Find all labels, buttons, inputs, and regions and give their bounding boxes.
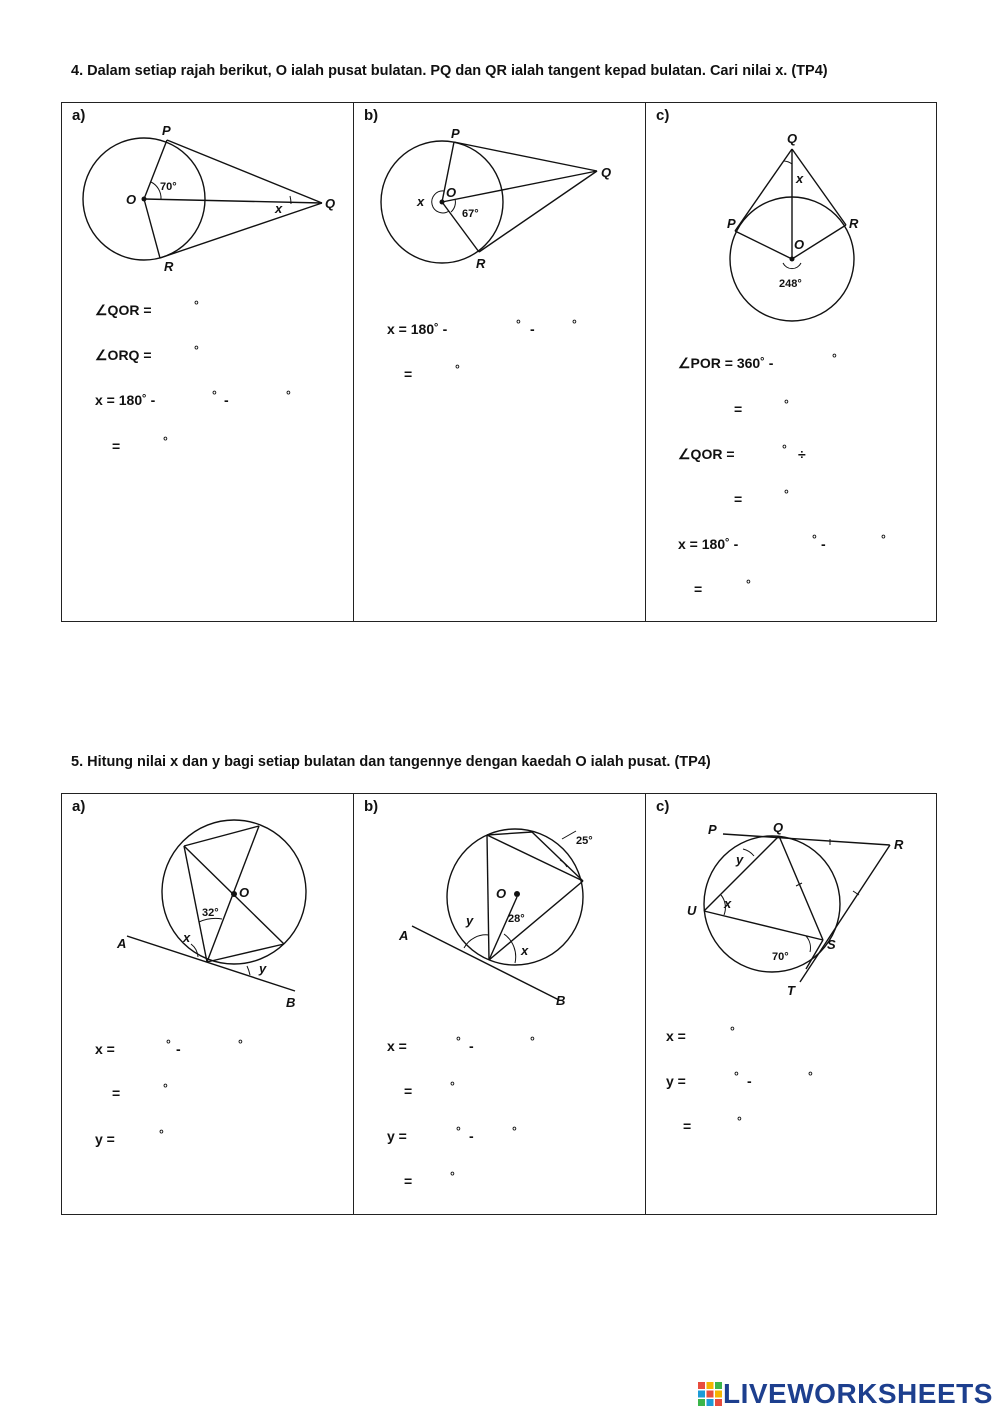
q4c-label: c) [656, 107, 670, 124]
q5a-point-o: O [239, 885, 250, 900]
q4b-deg-1: ° [516, 317, 521, 331]
q4c-x-label: x [796, 171, 804, 186]
q4a-cell [62, 103, 354, 621]
liveworksheets-logo [697, 1378, 993, 1410]
q4b-angle-label: 67° [462, 208, 479, 220]
q5a-deg-4: ° [159, 1127, 164, 1141]
q5b-figure [354, 794, 646, 1014]
q4b-figure [354, 103, 646, 283]
q4a-line-4: = [112, 438, 121, 454]
q5c-deg-3: ° [808, 1069, 813, 1083]
q5b-point-o: O [496, 886, 507, 901]
q5c-deg-1: ° [730, 1024, 735, 1038]
q4b-point-r: R [476, 256, 486, 271]
q5c-point-s: S [827, 937, 836, 952]
q4a-deg-4: ° [286, 388, 291, 402]
q5b-line-2: = [404, 1083, 413, 1099]
q5c-angle-label: 70° [772, 951, 789, 963]
q5a-x-label: x [183, 930, 191, 945]
q4c-figure [646, 103, 936, 303]
q5a-deg-3: ° [163, 1081, 168, 1095]
q4a-line-1: ∠QOR = [95, 302, 152, 318]
q4c-point-q: Q [787, 131, 798, 146]
q4b-minus: - [530, 321, 535, 337]
q5c-minus: - [747, 1073, 752, 1089]
q5c-point-p: P [708, 822, 717, 837]
q4c-deg-6: ° [881, 532, 886, 546]
q4a-point-r: R [164, 259, 174, 274]
q4c-minus: - [821, 536, 826, 552]
q4c-divide: ÷ [798, 446, 806, 462]
q5c-line-1: x = [666, 1028, 686, 1044]
q5c-figure [646, 794, 936, 1014]
q4c-line-4: = [734, 491, 743, 507]
q4a-line-2: ∠ORQ = [95, 347, 152, 363]
q5b-deg-6: ° [450, 1169, 455, 1183]
q4b-point-p: P [451, 126, 460, 141]
q4b-point-q: Q [601, 165, 612, 180]
q4c-point-p: P [727, 216, 736, 231]
q5b-y-label: y [466, 913, 474, 928]
q4a-figure [62, 103, 354, 283]
q4a-point-q: Q [325, 196, 336, 211]
q5a-line-1: x = [95, 1041, 115, 1057]
q4a-deg-2: ° [194, 343, 199, 357]
q4c-line-6: = [694, 581, 703, 597]
q4c-deg-7: ° [746, 577, 751, 591]
liveworksheets-icon [697, 1381, 723, 1407]
q5c-x-label: x [724, 896, 732, 911]
q4c-line-5: x = 180˚ - [678, 536, 739, 552]
q5c-point-u: U [687, 903, 697, 918]
q5a-minus: - [176, 1041, 181, 1057]
q4a-line-3: x = 180˚ - [95, 392, 156, 408]
q5b-deg-1: ° [456, 1034, 461, 1048]
q5b-deg-5: ° [512, 1124, 517, 1138]
q4c-point-r: R [849, 216, 859, 231]
q5-grid [61, 793, 937, 1215]
q5b-line-1: x = [387, 1038, 407, 1054]
q4b-label: b) [364, 107, 379, 124]
q5c-deg-2: ° [734, 1069, 739, 1083]
q5b-line-3: y = [387, 1128, 407, 1144]
q4c-line-3: ∠QOR = [678, 446, 735, 462]
q5b-deg-4: ° [456, 1124, 461, 1138]
q5c-point-r: R [894, 837, 904, 852]
q5a-angle-label: 32° [202, 907, 219, 919]
q5a-figure [62, 794, 354, 1014]
q4c-line-2: = [734, 401, 743, 417]
q5a-line-2: = [112, 1085, 121, 1101]
q5-title: 5. Hitung nilai x dan y bagi setiap bulatan dan tangennye dengan kaedah O ialah pusat. (TP4) [71, 754, 711, 770]
q4b-deg-3: ° [455, 362, 460, 376]
q5a-deg-1: ° [166, 1037, 171, 1051]
q5b-minus-1: - [469, 1038, 474, 1054]
q5b-angle2-label: 25° [576, 835, 593, 847]
q5a-label: a) [72, 798, 86, 815]
q4b-line-1: x = 180˚ - [387, 321, 448, 337]
q5c-y-label: y [736, 852, 744, 867]
q5b-cell [354, 794, 646, 1214]
q5a-deg-2: ° [238, 1037, 243, 1051]
q5a-point-a: A [117, 936, 127, 951]
q4a-deg-3: ° [212, 388, 217, 402]
q5c-label: c) [656, 798, 670, 815]
q4b-line-2: = [404, 366, 413, 382]
q4a-angle-label: 70° [160, 181, 177, 193]
q5b-minus-2: - [469, 1128, 474, 1144]
q4a-minus: - [224, 392, 229, 408]
q4b-point-o: O [446, 185, 457, 200]
q4b-cell [354, 103, 646, 621]
q5a-line-3: y = [95, 1131, 115, 1147]
q4c-deg-1: ° [832, 351, 837, 365]
q5a-cell [62, 794, 354, 1214]
q5c-point-t: T [787, 983, 795, 998]
q4a-x-label: x [275, 201, 283, 216]
q5a-y-label: y [259, 961, 267, 976]
q4b-x-label: x [417, 194, 425, 209]
q5b-angle1-label: 28° [508, 913, 525, 925]
q4a-deg-5: ° [163, 434, 168, 448]
q4c-point-o: O [794, 237, 805, 252]
q4a-deg-1: ° [194, 298, 199, 312]
q5b-line-4: = [404, 1173, 413, 1189]
q5b-deg-3: ° [450, 1079, 455, 1093]
q4a-label: a) [72, 107, 86, 124]
q4c-deg-2: ° [784, 397, 789, 411]
q4-title: 4. Dalam setiap rajah berikut, O ialah pusat bulatan. PQ dan QR ialah tangent kepad bulatan. Cari nilai x. (TP4) [71, 63, 828, 79]
q5c-line-2: y = [666, 1073, 686, 1089]
q4c-deg-5: ° [812, 532, 817, 546]
q5b-x-label: x [521, 943, 529, 958]
q4c-angle-label: 248° [779, 278, 802, 290]
q5b-label: b) [364, 798, 379, 815]
q4c-deg-4: ° [784, 487, 789, 501]
q4c-cell [646, 103, 936, 621]
q5c-point-q: Q [773, 820, 784, 835]
q5c-cell [646, 794, 936, 1214]
liveworksheets-brand: LIVEWORKSHEETS [723, 1378, 993, 1409]
q5c-line-3: = [683, 1118, 692, 1134]
q4-grid [61, 102, 937, 622]
q4a-point-o: O [126, 192, 137, 207]
q4a-point-p: P [162, 123, 171, 138]
q5b-point-b: B [556, 993, 566, 1008]
q4b-deg-2: ° [572, 317, 577, 331]
q5b-point-a: A [399, 928, 409, 943]
q5a-point-b: B [286, 995, 296, 1010]
q5c-deg-4: ° [737, 1114, 742, 1128]
q4c-line-1: ∠POR = 360˚ - [678, 355, 774, 371]
q5b-deg-2: ° [530, 1034, 535, 1048]
q4c-deg-3: ° [782, 442, 787, 456]
